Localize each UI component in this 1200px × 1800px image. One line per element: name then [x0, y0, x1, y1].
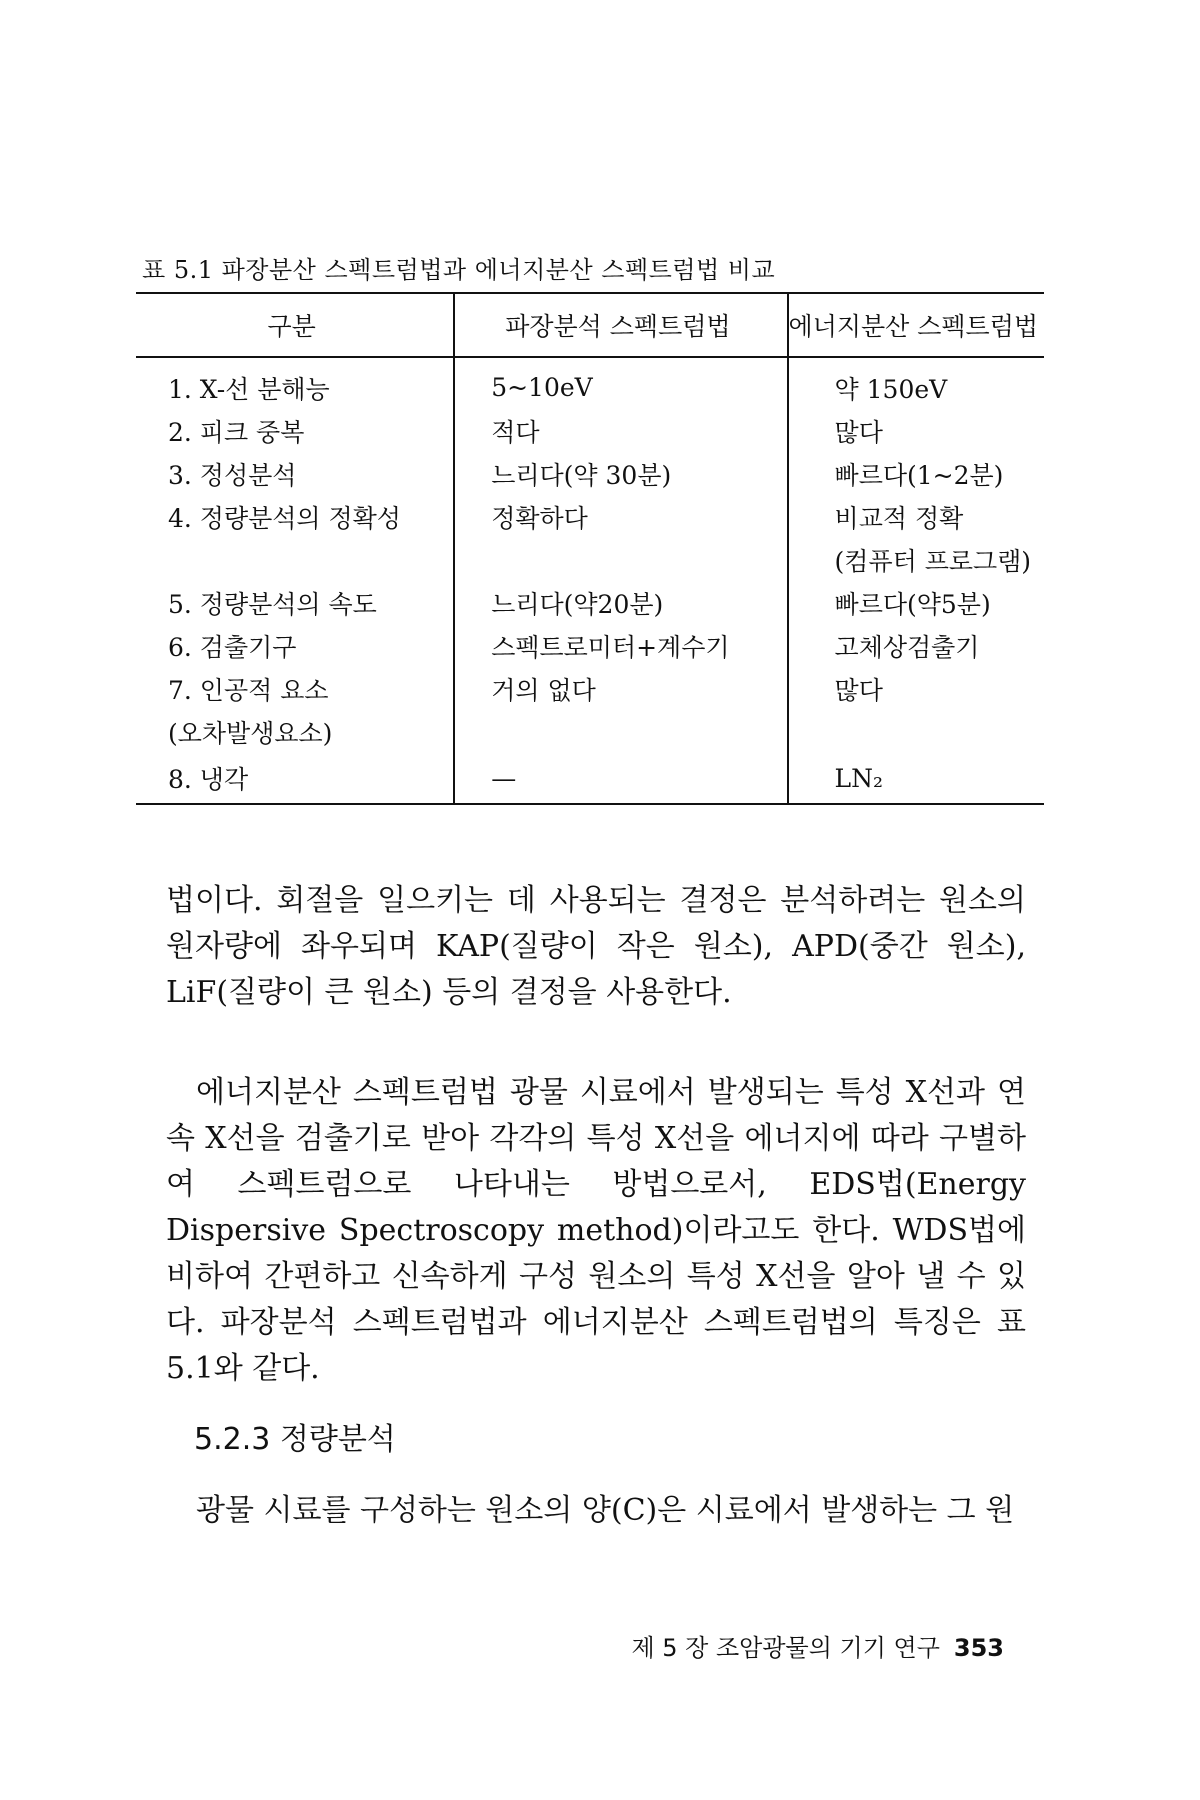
table-cell-wds: 스펙트로미터+계수기 [454, 624, 787, 667]
table-cell-category: 6. 검출기구 [168, 632, 297, 662]
table-cell-eds: 빠르다(1~2분) [788, 452, 1044, 495]
table-cell-wds: — [454, 753, 787, 804]
table-cell-eds: 빠르다(약5분) [788, 581, 1044, 624]
table-cell-wds: 느리다(약 30분) [454, 452, 787, 495]
table-header-row [136, 293, 1044, 357]
table-cell-eds: 고체상검출기 [788, 624, 1044, 667]
paragraph-quantitative-analysis: 광물 시료를 구성하는 원소의 양(C)은 시료에서 발생하는 그 원 [196, 1493, 1015, 1528]
table-cell-category: 3. 정성분석 [168, 460, 297, 490]
section-heading: 5.2.3 정량분석 [194, 1422, 396, 1457]
table-cell-wds: 느리다(약20분) [454, 581, 787, 624]
table-cell-eds: (컴퓨터 프로그램) [788, 538, 1044, 581]
table-cell-wds [454, 538, 787, 581]
running-footer [631, 1628, 1004, 1663]
table-cell-eds: 비교적 정확 [788, 495, 1044, 538]
table-row [136, 624, 1044, 667]
table-row [136, 452, 1044, 495]
header-wds: 파장분석 스펙트럼법 [454, 293, 787, 357]
footer-chapter-title: 제 5 장 조암광물의 기기 연구 [631, 1634, 940, 1662]
table-row [136, 581, 1044, 624]
table-cell-eds: 약 150eV [788, 357, 1044, 409]
table-cell-category: 7. 인공적 요소 [168, 675, 329, 705]
table-cell-category: 2. 피크 중복 [168, 417, 305, 447]
table-cell-wds: 적다 [454, 409, 787, 452]
table-row [136, 667, 1044, 710]
table-row [136, 538, 1044, 581]
table-cell-wds [454, 710, 787, 753]
header-eds: 에너지분산 스펙트럼법 [788, 293, 1044, 357]
table-row [136, 409, 1044, 452]
table-row [136, 753, 1044, 804]
table-row [136, 357, 1044, 409]
page-number: 353 [953, 1634, 1004, 1662]
table-cell-eds: 많다 [788, 409, 1044, 452]
table-cell-category: 5. 정량분석의 속도 [168, 589, 377, 619]
table-cell-eds [788, 710, 1044, 753]
table-cell-wds: 정확하다 [454, 495, 787, 538]
table-cell-category: 4. 정량분석의 정확성 [168, 503, 401, 533]
paragraph-crystal-usage: 법이다. 회절을 일으키는 데 사용되는 결정은 분석하려는 원소의 원자량에 좌우되며 KAP(질량이 작은 원소), APD(중간 원소), LiF(질량이 큰 원소) 등의 결정을 사용한다. [166, 883, 1026, 1010]
table-cell-category: 8. 냉각 [136, 753, 454, 804]
paragraph-eds-description: 에너지분산 스펙트럼법 광물 시료에서 발생되는 특성 X선과 연속 X선을 검출기로 받아 각각의 특성 X선을 에너지에 따라 구별하여 스펙트럼으로 나타내는 방법으로서, EDS법(Energy Dispersive Spectroscopy method)이라고도 한다. WDS법에 비하여 간편하고 신속하게 구성 원소의 특성 X선을 알아 낼 수 있다. 파장분석 스펙트럼법과 에너지분산 스펙트럼법의 특징은 표 5.1와 같다. [166, 1075, 1026, 1386]
table-cell-eds: 많다 [788, 667, 1044, 710]
table-cell-category [136, 538, 454, 581]
table-cell-category: (오차발생요소) [168, 718, 333, 748]
comparison-table [136, 292, 1044, 805]
table-row [136, 710, 1044, 753]
table-cell-category: 1. X-선 분해능 [168, 374, 330, 404]
table-cell-eds: LN₂ [788, 753, 1044, 804]
table-row [136, 495, 1044, 538]
table-cell-wds: 거의 없다 [454, 667, 787, 710]
table-caption: 표 5.1 파장분산 스펙트럼법과 에너지분산 스펙트럼법 비교 [142, 256, 776, 284]
header-category: 구분 [136, 293, 454, 357]
table-cell-wds: 5~10eV [454, 357, 787, 409]
